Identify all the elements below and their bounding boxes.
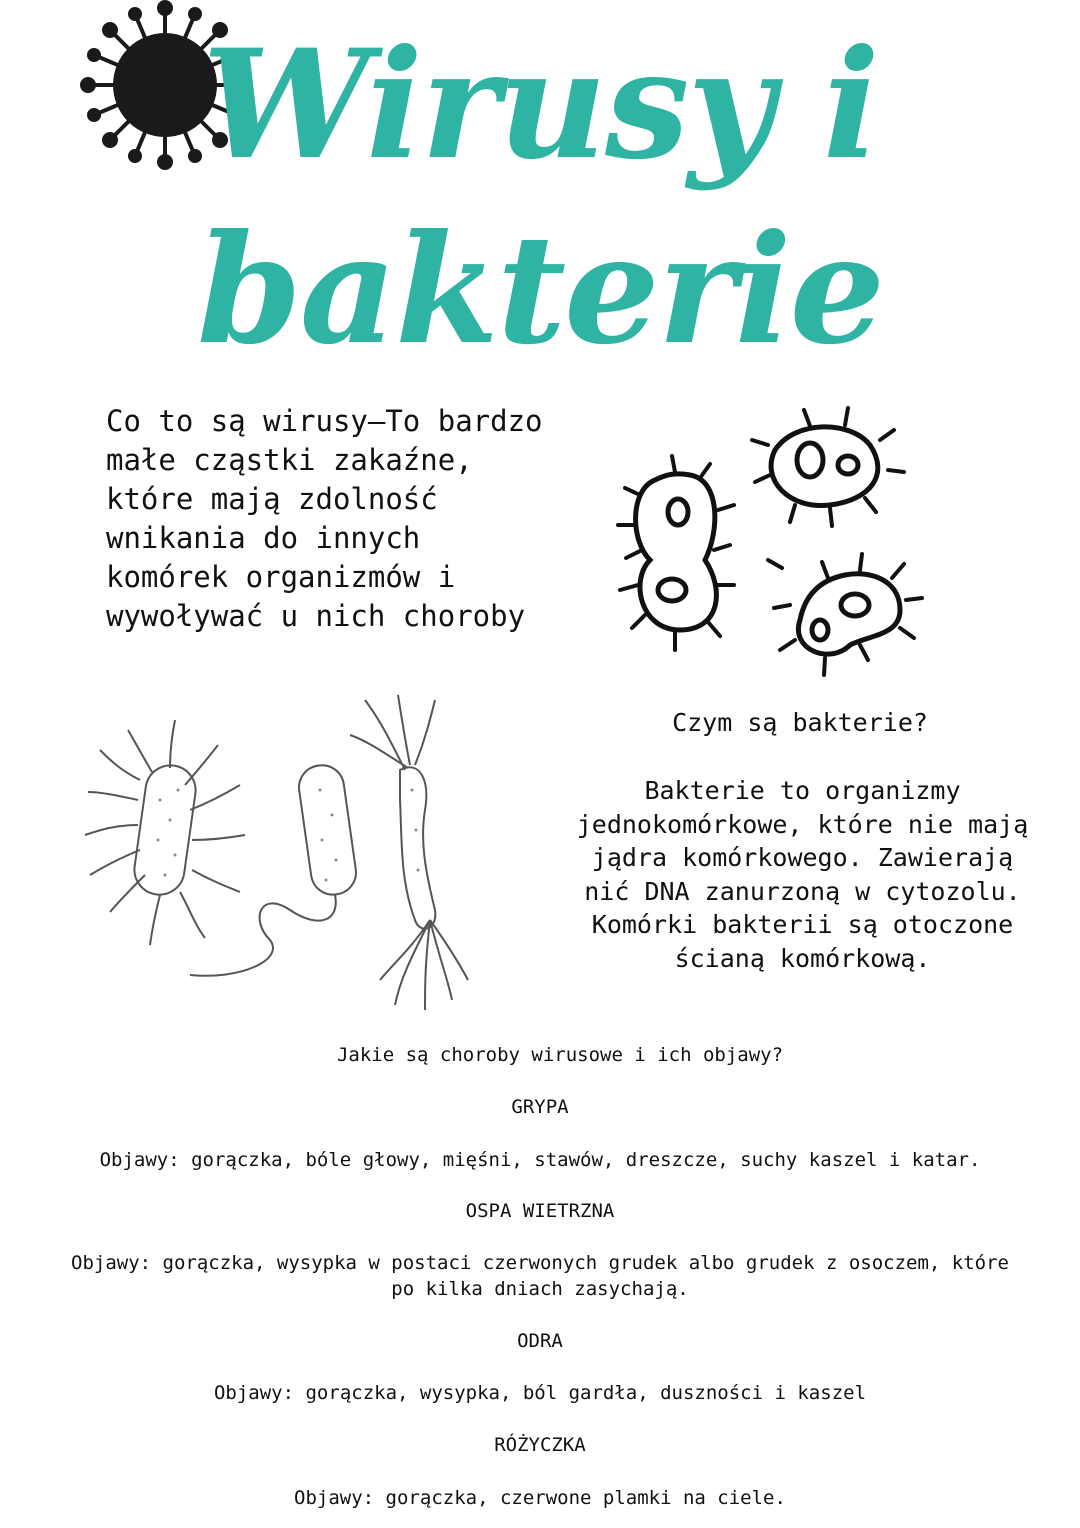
disease-symptoms-grypa: Objawy: gorączka, bóle głowy, mięśni, stawów, dreszcze, suchy kaszel i katar.: [99, 1149, 981, 1171]
bacteria-cartoon-icon: [600, 400, 940, 700]
disease-symptoms-ospa: Objawy: gorączka, wysypka w postaci czerwonych grudek albo grudek z osoczem, które po kilka dniach zasychają.: [71, 1252, 1009, 1300]
disease-symptoms-odra: Objawy: gorączka, wysypka, ból gardła, duszności i kaszel: [213, 1382, 867, 1404]
disease-name-rozyczka: RÓŻYCZKA: [494, 1434, 586, 1456]
diseases-question: Jakie są choroby wirusowe i ich objawy?: [336, 1044, 784, 1066]
bacteria-sketch-icon: [80, 680, 520, 1020]
disease-name-grypa: GRYPA: [511, 1096, 569, 1118]
page-title-line2: bakterie: [196, 202, 884, 378]
disease-name-odra: ODRA: [517, 1330, 563, 1352]
disease-symptoms-rozyczka: Objawy: gorączka, czerwone plamki na ciele.: [294, 1487, 786, 1509]
page-title-line1: Wirusy i: [202, 17, 878, 193]
virus-definition: Co to są wirusy–To bardzo małe cząstki zakaźne, które mają zdolność wnikania do innych komórek organizmów i wywoływać u nich choroby: [106, 404, 543, 633]
bacteria-answer: Bakterie to organizmy jednokomórkowe, które nie mają jądra komórkowego. Zawierają nić DNA zanurzoną w cytozolu. Komórki bakterii są otoczone ścianą komórkową.: [576, 776, 1029, 973]
disease-name-ospa: OSPA WIETRZNA: [465, 1200, 615, 1222]
bacteria-question: Czym są bakterie?: [672, 708, 928, 737]
